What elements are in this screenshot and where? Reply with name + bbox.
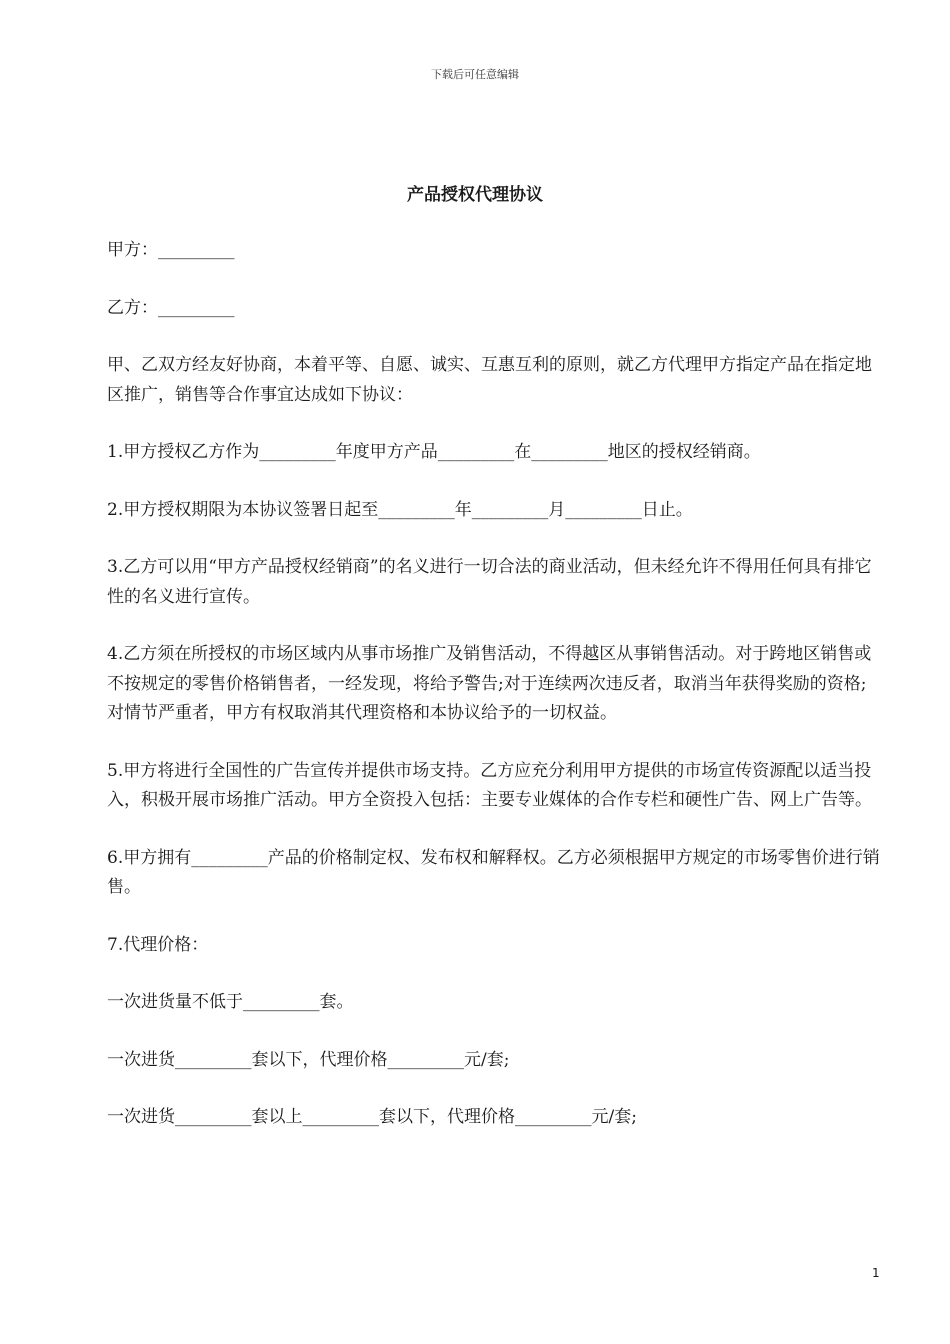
clause-5: 5.甲方将进行全国性的广告宣传并提供市场支持。乙方应充分利用甲方提供的市场宣传资源配以适当投入，积极开展市场推广活动。甲方全资投入包括：主要专业媒体的合作专栏和硬性广告、网上广告等。 [107,760,872,810]
clause-1: 1.甲方授权乙方作为_________年度甲方产品_________在_________地区的授权经销商。 [107,442,761,462]
preamble-paragraph: 甲、乙双方经友好协商，本着平等、自愿、诚实、互惠互利的原则，就乙方代理甲方指定产品在指定地区推广，销售等合作事宜达成如下协议： [107,355,872,405]
clause-4: 4.乙方须在所授权的市场区域内从事市场推广及销售活动，不得越区从事销售活动。对于跨地区销售或不按规定的零售价格销售者，一经发现，将给予警告;对于连续两次违反者，取消当年获得奖励的资格;对情节严重者，甲方有权取消其代理资格和本协议给予的一切权益。 [107,644,872,723]
clause-2: 2.甲方授权期限为本协议签署日起至_________年_________月_________日止。 [107,499,693,520]
page-number: 1 [872,1266,880,1280]
clause-3: 3.乙方可以用“甲方产品授权经销商”的名义进行一切合法的商业活动，但未经允许不得用任何具有排它性的名义进行宣传。 [107,557,872,607]
party-a-line: 甲方：_________ [107,240,235,260]
clause-7: 7.代理价格： [107,934,209,955]
clause-6: 6.甲方拥有_________产品的价格制定权、发布权和解释权。乙方必须根据甲方规定的市场零售价进行销售。 [107,847,880,897]
price-line-below: 一次进货_________套以下，代理价格_________元/套; [107,1049,510,1070]
price-line-range: 一次进货_________套以上_________套以下，代理价格_________元/套; [107,1107,637,1127]
document-title: 产品授权代理协议 [407,185,543,205]
price-line-min-order: 一次进货量不低于_________套。 [107,992,354,1012]
page-header-note: 下载后可任意编辑 [431,68,519,81]
document-body [107,236,882,1161]
party-b-line: 乙方：_________ [107,297,235,318]
